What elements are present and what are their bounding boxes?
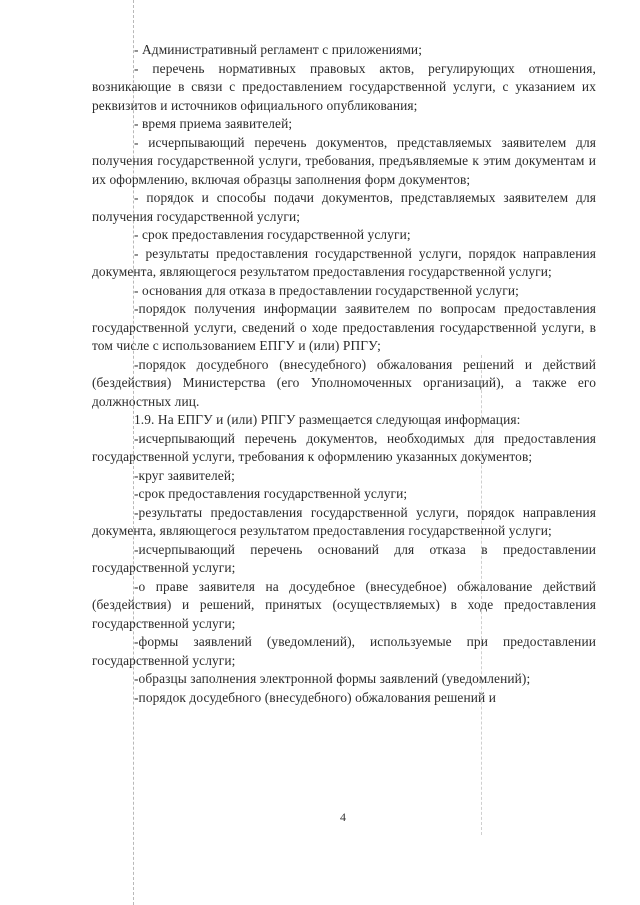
paragraph: - результаты предоставления государственной услуги, порядок направления документа, являющегося результатом предоставления государственной услуги; [92,245,596,279]
paragraph: - исчерпывающий перечень документов, представляемых заявителем для получения государственной услуги, требования, предъявляемые к этим документам и их оформлению, включая образцы заполнения форм документов; [92,134,596,187]
paragraph: -срок предоставления государственной услуги; [134,486,408,501]
section-heading: 1.9. На ЕПГУ и (или) РПГУ размещается следующая информация: [134,412,521,427]
paragraph: - перечень нормативных правовых актов, регулирующих отношения, возникающие в связи с предоставлением государственной услуги, с указанием их реквизитов и источников официального опубликования; [92,60,596,113]
paragraph: -образцы заполнения электронной формы заявлений (уведомлений); [134,671,531,686]
paragraph: - Административный регламент с приложениями; [134,42,423,57]
paragraph: -порядок получения информации заявителем по вопросам предоставления государственной услуги, сведений о ходе предоставления государственной услуги, в том числе с использованием ЕПГУ и (или) РПГУ; [92,301,596,353]
paragraph: -порядок досудебного (внесудебного) обжалования решений и действий (бездействия) Министерства (его Уполномоченных организаций), а также его должностных лиц. [92,356,596,409]
paragraph: - время приема заявителей; [134,116,293,131]
paragraph: -исчерпывающий перечень документов, необходимых для предоставления государственной услуги, требования к оформлению указанных документов; [92,430,596,464]
paragraph: -формы заявлений (уведомлений), используемые при предоставлении государственной услуги; [92,634,596,668]
document-body [92,41,596,707]
paragraph: -результаты предоставления государственной услуги, порядок направления документа, являющегося результатом предоставления государственной услуги; [92,504,596,538]
paragraph: - основания для отказа в предоставлении государственной услуги; [134,282,519,298]
paragraph: -порядок досудебного (внесудебного) обжалования решений и [134,689,496,705]
paragraph: -о праве заявителя на досудебное (внесудебное) обжалование действий (бездействия) и решений, принятых (осуществляемых) в ходе предоставления государственной услуги; [92,578,596,631]
page-number: 4 [340,810,346,824]
paragraph: -круг заявителей; [134,467,235,483]
paragraph: - порядок и способы подачи документов, представляемых заявителем для получения государственной услуги; [92,190,596,224]
paragraph: -исчерпывающий перечень оснований для отказа в предоставлении государственной услуги; [92,541,596,575]
paragraph: - срок предоставления государственной услуги; [134,227,411,242]
